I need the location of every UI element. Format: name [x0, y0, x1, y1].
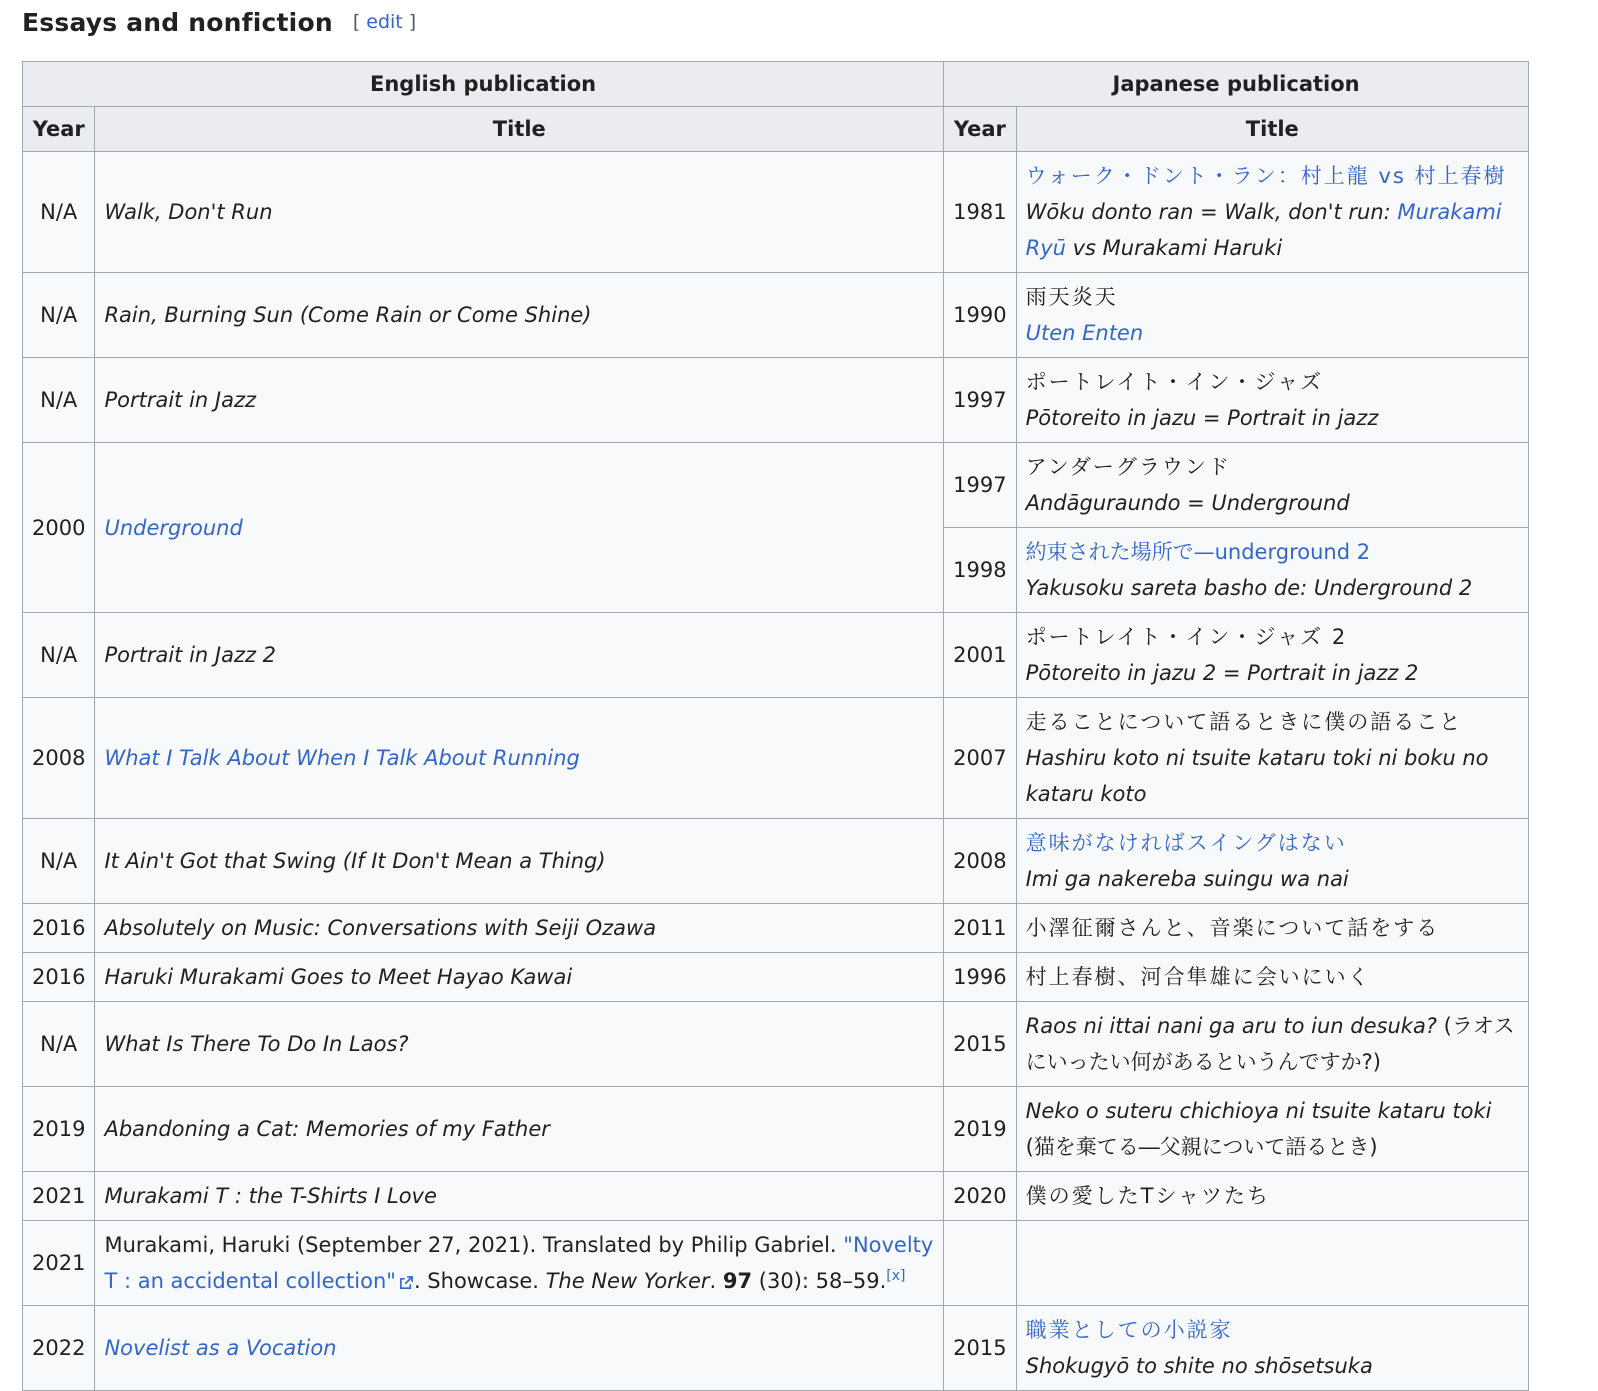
- jp-title-text: (ラオスにいったい何があるというんですか?): [1025, 1014, 1515, 1074]
- jp-title-header: Title: [1016, 107, 1528, 152]
- en-title-link[interactable]: What I Talk About When I Talk About Running: [104, 746, 580, 770]
- en-year: N/A: [23, 1002, 95, 1087]
- jp-title: [1016, 443, 1528, 528]
- jp-romaji: Pōtoreito in jazu 2 = Portrait in jazz 2: [1025, 661, 1419, 685]
- jp-title-text: 走ることについて語るときに僕の語ること: [1025, 710, 1463, 734]
- jp-year: 1997: [944, 358, 1016, 443]
- reference-marker[interactable]: [x]: [886, 1268, 906, 1284]
- jp-title: [1016, 698, 1528, 819]
- header-row-groups: [23, 62, 1529, 107]
- en-year: 2021: [23, 1221, 95, 1306]
- table-row: [23, 953, 1529, 1002]
- author-link[interactable]: Murakami Ryū: [1025, 200, 1502, 260]
- en-year: 2021: [23, 1172, 95, 1221]
- jp-year: 2008: [944, 819, 1016, 904]
- jp-title-link[interactable]: 意味がなければスイングはない: [1025, 831, 1347, 855]
- en-year: N/A: [23, 152, 95, 273]
- en-year: 2022: [23, 1306, 95, 1391]
- en-year: 2019: [23, 1087, 95, 1172]
- jp-title-text: 小澤征爾さんと、音楽について話をする: [1025, 916, 1440, 940]
- jp-title-text: (猫を棄てる―父親について語るとき): [1025, 1135, 1378, 1159]
- jp-title: [1016, 528, 1528, 613]
- jp-year: 2011: [944, 904, 1016, 953]
- en-year: N/A: [23, 358, 95, 443]
- jp-romaji: Andāguraundo = Underground: [1025, 491, 1350, 515]
- jp-title-link[interactable]: 職業としての小説家: [1025, 1318, 1233, 1342]
- table-row: [23, 698, 1529, 819]
- en-title: Rain, Burning Sun (Come Rain or Come Shine): [95, 273, 944, 358]
- table-row: [23, 819, 1529, 904]
- jp-title-text: ポートレイト・イン・ジャズ 2: [1025, 625, 1348, 649]
- jp-romaji: Pōtoreito in jazu = Portrait in jazz: [1025, 406, 1379, 430]
- jp-year: 2015: [944, 1306, 1016, 1391]
- en-title: Walk, Don't Run: [95, 152, 944, 273]
- jp-title-text: 雨天炎天: [1025, 285, 1118, 309]
- header-row-columns: [23, 107, 1529, 152]
- volume: 97: [722, 1269, 753, 1293]
- en-title: Haruki Murakami Goes to Meet Hayao Kawai: [95, 953, 944, 1002]
- english-publication-header: English publication: [23, 62, 944, 107]
- en-year: 2016: [23, 904, 95, 953]
- jp-year: 2019: [944, 1087, 1016, 1172]
- jp-year: 2015: [944, 1002, 1016, 1087]
- essays-table: [22, 61, 1529, 1391]
- jp-title: [1016, 953, 1528, 1002]
- jp-title: [1016, 358, 1528, 443]
- en-title-header: Title: [95, 107, 944, 152]
- en-title: [95, 443, 944, 613]
- table-row: [23, 904, 1529, 953]
- jp-year: 1998: [944, 528, 1016, 613]
- table-row: [23, 613, 1529, 698]
- jp-title-text: 村上春樹、河合隼雄に会いにいく: [1025, 965, 1371, 989]
- jp-romaji: Shokugyō to shite no shōsetsuka: [1025, 1354, 1373, 1378]
- jp-title: [1016, 1172, 1528, 1221]
- edit-link[interactable]: edit: [366, 11, 403, 33]
- en-title: Portrait in Jazz: [95, 358, 944, 443]
- citation-link[interactable]: "Novelty T : an accidental collection": [104, 1233, 934, 1293]
- jp-year: 1996: [944, 953, 1016, 1002]
- table-row: [23, 1087, 1529, 1172]
- jp-title: [1016, 819, 1528, 904]
- jp-title: [1016, 273, 1528, 358]
- jp-year: 1997: [944, 443, 1016, 528]
- en-year: 2016: [23, 953, 95, 1002]
- jp-romaji: Raos ni ittai nani ga aru to iun desuka?: [1025, 1014, 1437, 1038]
- jp-title: [1016, 613, 1528, 698]
- jp-title: [1016, 904, 1528, 953]
- en-year: N/A: [23, 819, 95, 904]
- jp-title-text: ポートレイト・イン・ジャズ: [1025, 370, 1324, 394]
- table-row: [23, 1002, 1529, 1087]
- table-row: [23, 443, 1529, 528]
- jp-year: 2007: [944, 698, 1016, 819]
- en-year: N/A: [23, 613, 95, 698]
- jp-romaji-link[interactable]: Uten Enten: [1025, 321, 1144, 345]
- jp-title: ウォーク・ドント・ラン：村上龍 vs 村上春樹 Wōku donto ran = Walk, don't run: Murakami Ryū vs Murakami Haruki: [1016, 152, 1528, 273]
- jp-title-text: アンダーグラウンド: [1025, 455, 1231, 479]
- table-row: [23, 1306, 1529, 1391]
- en-title-link[interactable]: Underground: [104, 515, 243, 540]
- jp-year: 2001: [944, 613, 1016, 698]
- en-title: It Ain't Got that Swing (If It Don't Mean a Thing): [95, 819, 944, 904]
- en-title: Absolutely on Music: Conversations with Seiji Ozawa: [95, 904, 944, 953]
- jp-title-link[interactable]: ウォーク・ドント・ラン：村上龍 vs 村上春樹: [1025, 164, 1507, 188]
- en-year: N/A: [23, 273, 95, 358]
- external-link-icon[interactable]: [399, 1275, 414, 1290]
- jp-romaji: Neko o suteru chichioya ni tsuite kataru toki: [1025, 1099, 1492, 1123]
- en-title-link[interactable]: Novelist as a Vocation: [104, 1336, 337, 1360]
- en-title: Portrait in Jazz 2: [95, 613, 944, 698]
- jp-title-empty: [1016, 1221, 1528, 1306]
- jp-year: 2020: [944, 1172, 1016, 1221]
- en-year: 2000: [23, 443, 95, 613]
- section-title: Essays and nonfiction: [22, 7, 333, 37]
- jp-title: [1016, 1306, 1528, 1391]
- en-title: Abandoning a Cat: Memories of my Father: [95, 1087, 944, 1172]
- table-row: [23, 273, 1529, 358]
- en-title: Murakami T : the T-Shirts I Love: [95, 1172, 944, 1221]
- jp-romaji: Imi ga nakereba suingu wa nai: [1025, 867, 1349, 891]
- jp-romaji: Yakusoku sareta basho de: Underground 2: [1025, 576, 1473, 600]
- en-title: [95, 698, 944, 819]
- en-year-header: Year: [23, 107, 95, 152]
- jp-year-empty: [944, 1221, 1016, 1306]
- en-title: [95, 1306, 944, 1391]
- en-citation: Murakami, Haruki (September 27, 2021). Translated by Philip Gabriel. "Novelty T : an accidental collection" . Showcase. The New Yorker. 97 (30): 58–59.[x]: [95, 1221, 944, 1306]
- jp-romaji: Hashiru koto ni tsuite kataru toki ni boku no kataru koto: [1025, 746, 1489, 806]
- jp-romaji: Wōku donto ran = Walk, don't run:: [1025, 200, 1398, 224]
- section-heading: [22, 4, 416, 40]
- table-row: [23, 358, 1529, 443]
- en-title: What Is There To Do In Laos?: [95, 1002, 944, 1087]
- jp-year: 1981: [944, 152, 1016, 273]
- en-year: 2008: [23, 698, 95, 819]
- journal-name: The New Yorker: [545, 1269, 710, 1293]
- japanese-publication-header: Japanese publication: [944, 62, 1529, 107]
- jp-title: [1016, 1002, 1528, 1087]
- jp-year: 1990: [944, 273, 1016, 358]
- table-row: [23, 1172, 1529, 1221]
- table-row: [23, 1221, 1529, 1306]
- jp-title-text: 僕の愛したTシャツたち: [1025, 1184, 1271, 1208]
- edit-section: [ edit ]: [352, 11, 417, 33]
- table-row: [23, 152, 1529, 273]
- jp-year-header: Year: [944, 107, 1016, 152]
- jp-title-link[interactable]: 約束された場所で—underground 2: [1025, 540, 1371, 564]
- jp-title: [1016, 1087, 1528, 1172]
